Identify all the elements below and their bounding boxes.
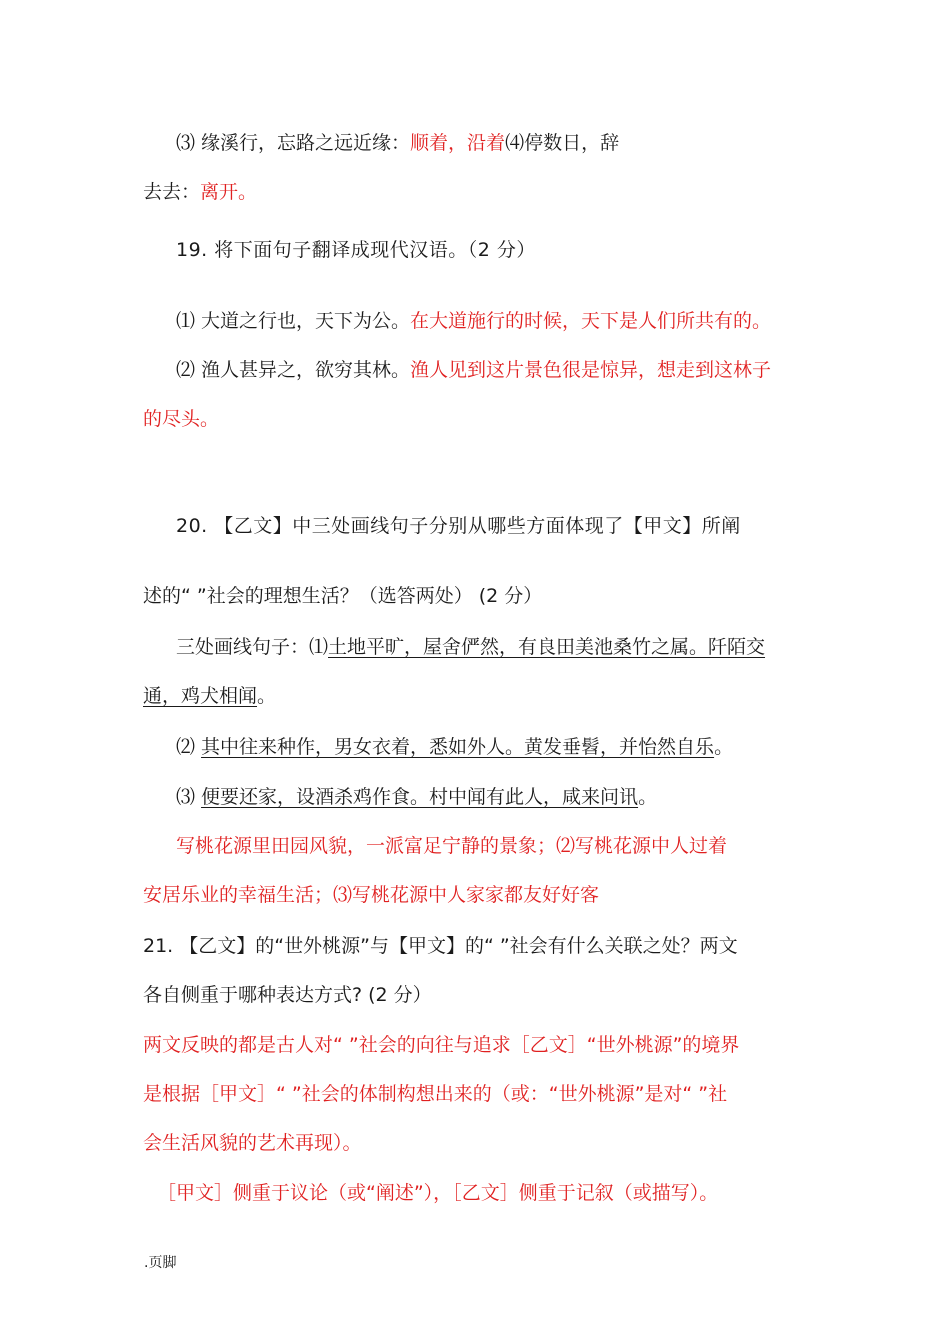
q18-line-2 <box>143 180 257 204</box>
q19-s2-answer: 渔人见到这片景色很是惊异，想走到这林子 <box>410 359 772 381</box>
q20-underlined-1-cont <box>143 684 276 708</box>
q19-sentence-1 <box>176 309 771 333</box>
q19-title: 19. 将下面句子翻译成现代汉语。（2 分） <box>176 239 536 261</box>
q18-question-text-2: ⑷停数日，辞 <box>505 132 620 154</box>
q20-s2-underlined: 其中往来种作，男女衣着，悉如外人。黄发垂髫，并怡然自乐 <box>201 736 715 758</box>
q19-s2-answer-cont: 的尽头。 <box>143 408 220 430</box>
q20-s2-period: 。 <box>714 736 734 758</box>
q19-sentence-2 <box>176 358 771 382</box>
q20-s3-marker: ⑶ <box>176 786 202 808</box>
q21-answer-1: 两文反映的都是古人对“ ”社会的向往与追求［乙文］“世外桃源”的境界 <box>143 1034 740 1056</box>
q20-s3-period: 。 <box>638 786 658 808</box>
q21-title-1: 21. 【乙文】的“世外桃源”与【甲文】的“ ”社会有什么关联之处？两文 <box>143 935 738 957</box>
q18-answer-ci: 离开。 <box>200 181 258 203</box>
q18-answer-yuan: 顺着，沿着 <box>410 132 506 154</box>
q20-s1-underlined-cont: 通，鸡犬相闻 <box>143 685 258 707</box>
q20-title-1: 20. 【乙文】中三处画线句子分别从哪些方面体现了【甲文】所阐 <box>176 515 741 537</box>
q18-line-1 <box>176 131 619 155</box>
q20-underlined-1 <box>176 635 765 659</box>
q20-underlined-2 <box>176 735 733 759</box>
q20-title-2: 述的“ ”社会的理想生活？（选答两处） (2 分） <box>143 585 543 607</box>
q20-s1-period: 。 <box>257 685 277 707</box>
q18-question-ci: 去去： <box>143 181 201 203</box>
q19-s1-answer: 在大道施行的时候，天下是人们所共有的。 <box>410 310 772 332</box>
q20-s2-marker: ⑵ <box>176 736 202 758</box>
q20-intro: 三处画线句子：⑴ <box>176 636 329 658</box>
q20-answer-2: 安居乐业的幸福生活；⑶写桃花源中人家家都友好好客 <box>143 884 600 906</box>
q20-underlined-3 <box>176 785 657 809</box>
q21-answer-3: 会生活风貌的艺术再现）。 <box>143 1132 362 1154</box>
q21-answer-2: 是根据［甲文］“ ”社会的体制构想出来的（或：“世外桃源”是对“ ”社 <box>143 1083 728 1105</box>
q18-question-text: ⑶ 缘溪行，忘路之远近缘： <box>176 132 411 154</box>
q21-answer-4: ［甲文］侧重于议论（或“阐述”），［乙文］侧重于记叙（或描写）。 <box>157 1182 719 1204</box>
q19-s2-question: ⑵ 渔人甚异之，欲穷其林。 <box>176 359 411 381</box>
q20-s3-underlined: 便要还家，设酒杀鸡作食。村中闻有此人，咸来问讯 <box>201 786 639 808</box>
q19-s1-question: ⑴ 大道之行也，天下为公。 <box>176 310 411 332</box>
page-footer: .页脚 <box>144 1255 177 1271</box>
q21-title-2: 各自侧重于哪种表达方式? (2 分） <box>143 984 432 1006</box>
q20-answer-1: 写桃花源里田园风貌，一派富足宁静的景象；⑵写桃花源中人过着 <box>176 835 728 857</box>
q20-s1-underlined: 土地平旷，屋舍俨然，有良田美池桑竹之属。阡陌交 <box>328 636 766 658</box>
